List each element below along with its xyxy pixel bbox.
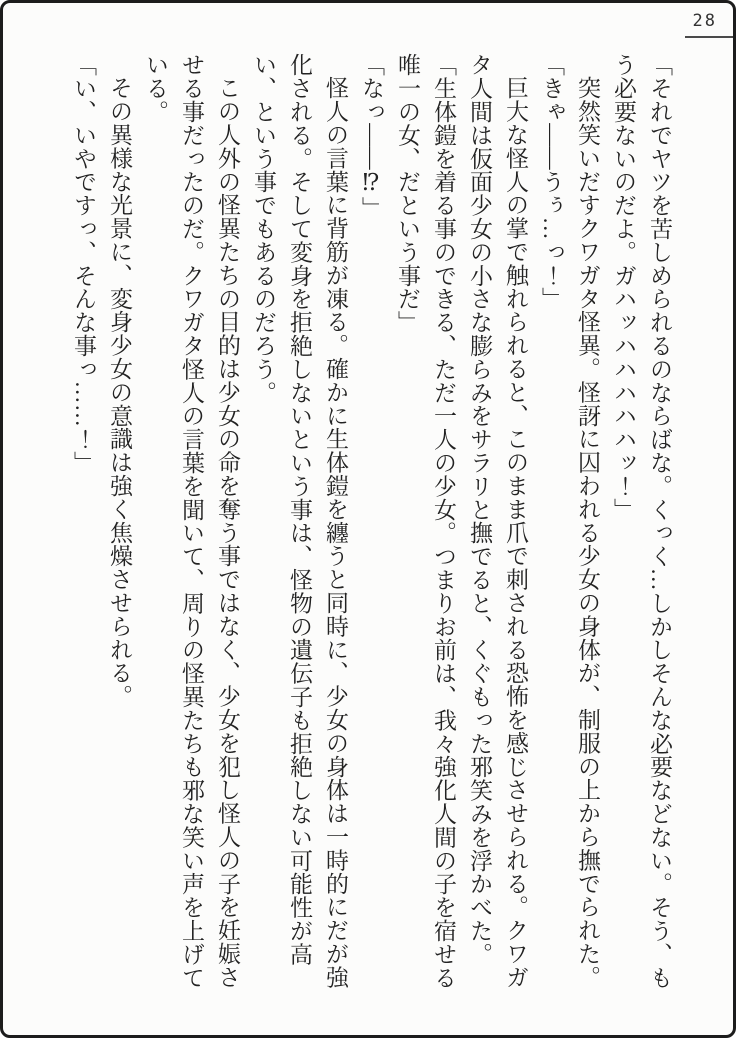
paragraph-narration: その異様な光景に、変身少女の意識は強く焦燥させられる。 — [107, 76, 132, 708]
paragraph-dialogue: 「なっ――⁉」 — [359, 53, 384, 220]
paragraph-dialogue: 「それでヤツを苦しめられるのならばな。くっく…しかしそんな必要などない。そう、もう必要ないのだよ。ガハッハハハハハッ！」 — [611, 53, 672, 989]
paragraph-dialogue: 「生体鎧を着る事のできる、ただ一人の少女。つまりお前は、我々強化人間の子を宿せる唯一の女、だという事だ」 — [395, 53, 456, 989]
novel-text-block — [65, 53, 677, 993]
page-number-value: 28 — [692, 11, 717, 31]
paragraph-narration: 突然笑いだすクワガタ怪異。怪訝に囚われる少女の身体が、制服の上から撫でられた。 — [575, 76, 600, 989]
paragraph-narration: この人外の怪異たちの目的は少女の命を奪う事ではなく、少女を犯し怪人の子を妊娠させる事だったのだ。クワガタ怪人の言葉を聞いて、周りの怪異たちも邪な笑い声を上げている。 — [143, 53, 240, 989]
paragraph-dialogue: 「い、いやですっ、そんな事っ……！」 — [71, 53, 96, 475]
paragraph-narration: 怪人の言葉に背筋が凍る。確かに生体鎧を纏うと同時に、少女の身体は一時的にだが強化される。そして変身を拒絶しないという事は、怪物の遺伝子も拒絶しない可能性が高い、という事でもあるのだろう。 — [251, 53, 348, 989]
page-number — [685, 12, 733, 38]
paragraph-narration: 巨大な怪人の掌で触れられると、このまま爪で刺される恐怖を感じさせられる。クワガタ人間は仮面少女の小さな膨らみをサラリと撫でると、くぐもった邪笑みを浮かべた。 — [467, 53, 528, 989]
paragraph-dialogue: 「きゃ――うぅ…っ！」 — [539, 53, 564, 311]
